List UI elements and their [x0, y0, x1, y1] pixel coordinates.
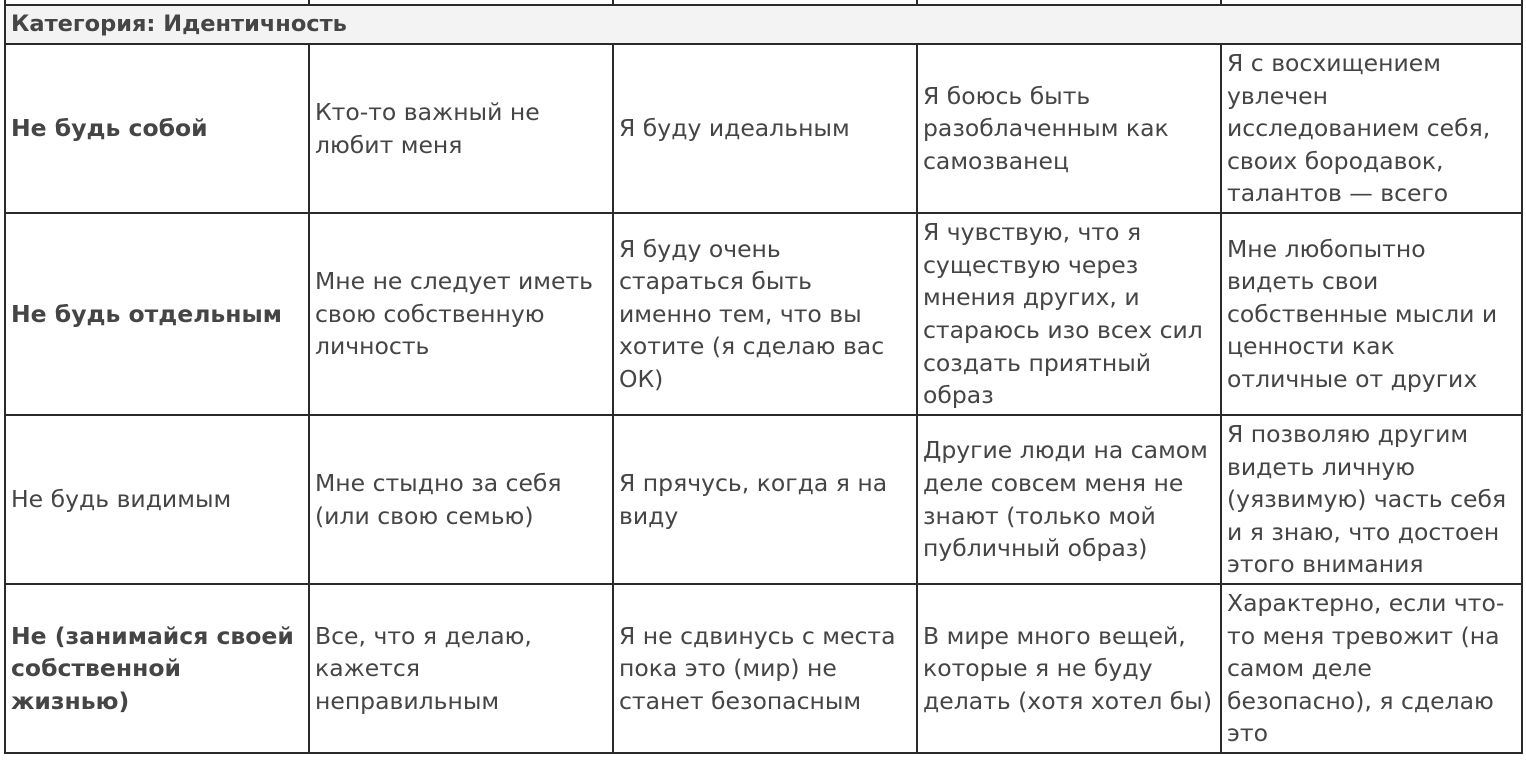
category-heading: Категория: Идентичность	[5, 5, 1522, 44]
table-cell: Я чувствую, что я существую через мнения других, и стараюсь изо всех сил создать приятный образ	[917, 213, 1221, 415]
table-row	[5, 44, 1522, 213]
row-title-cell: Не будь собой	[5, 44, 309, 213]
table-cell: Я позволяю другим видеть личную (уязвимую) часть себя и я знаю, что достоен этого внимания	[1221, 415, 1522, 584]
table-cell: В мире много вещей, которые я не буду делать (хотя хотел бы)	[917, 584, 1221, 753]
row-title-cell: Не будь видимым	[5, 415, 309, 584]
table-row	[5, 415, 1522, 584]
table-cell: Я боюсь быть разоблаченным как самозванец	[917, 44, 1221, 213]
identity-table	[4, 0, 1523, 754]
category-row	[5, 5, 1522, 44]
table-row	[5, 213, 1522, 415]
table-cell: Я с восхищением увлечен исследованием себя, своих бородавок, талантов — всего	[1221, 44, 1522, 213]
table-cell: Я буду очень стараться быть именно тем, что вы хотите (я сделаю вас ОК)	[613, 213, 917, 415]
table-wrapper	[4, 0, 1523, 754]
table-cell: Мне стыдно за себя (или свою семью)	[309, 415, 613, 584]
table-row	[5, 584, 1522, 753]
table-cell: Мне любопытно видеть свои собственные мысли и ценности как отличные от других	[1221, 213, 1522, 415]
table-cell: Кто-то важный не любит меня	[309, 44, 613, 213]
table-cell: Мне не следует иметь свою собственную личность	[309, 213, 613, 415]
table-cell: Характерно, если что-то меня тревожит (на самом деле безопасно), я сделаю это	[1221, 584, 1522, 753]
table-cell: Я не сдвинусь с места пока это (мир) не станет безопасным	[613, 584, 917, 753]
row-title-cell: Не (занимайся своей собственной жизнью)	[5, 584, 309, 753]
table-cell: Другие люди на самом деле совсем меня не знают (только мой публичный образ)	[917, 415, 1221, 584]
table-cell: Я прячусь, когда я на виду	[613, 415, 917, 584]
row-title-cell: Не будь отдельным	[5, 213, 309, 415]
table-cell: Я буду идеальным	[613, 44, 917, 213]
table-cell: Все, что я делаю, кажется неправильным	[309, 584, 613, 753]
